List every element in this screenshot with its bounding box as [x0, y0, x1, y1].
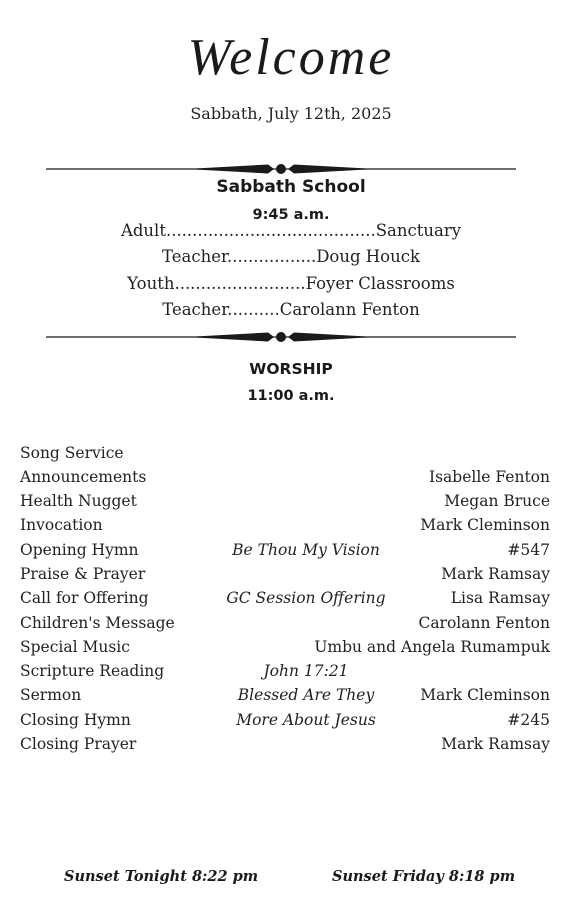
order-item: Praise & Prayer	[20, 565, 146, 583]
order-row	[20, 662, 550, 684]
order-person: Carolann Fenton	[418, 614, 550, 632]
worship-time: 11:00 a.m.	[247, 388, 335, 404]
order-item: Scripture Reading	[20, 662, 165, 680]
order-person: Mark Cleminson	[420, 516, 550, 534]
order-detail: More About Jesus	[236, 711, 376, 729]
order-item: Closing Prayer	[20, 735, 137, 753]
order-item: Special Music	[20, 638, 130, 656]
sabbath-school-heading: Sabbath School	[216, 177, 366, 197]
order-person: Lisa Ramsay	[450, 589, 550, 607]
sunset-tonight: Sunset Tonight 8:22 pm	[64, 868, 259, 885]
order-detail: John 17:21	[263, 662, 349, 680]
order-row	[20, 444, 550, 466]
order-row	[20, 565, 550, 587]
order-row	[20, 711, 550, 733]
order-row	[20, 735, 550, 757]
order-item: Children's Message	[20, 614, 175, 632]
order-item: Closing Hymn	[20, 711, 131, 729]
order-row	[20, 516, 550, 538]
sabbath-school-line-youth-teacher: Teacher..........Carolann Fenton	[162, 300, 420, 319]
sunset-friday: Sunset Friday 8:18 pm	[332, 868, 516, 885]
worship-heading: WORSHIP	[249, 360, 333, 378]
order-item: Sermon	[20, 686, 82, 704]
order-person: #245	[507, 711, 550, 729]
order-row	[20, 492, 550, 514]
order-detail: Be Thou My Vision	[232, 541, 380, 559]
order-row	[20, 638, 550, 660]
service-date: Sabbath, July 12th, 2025	[190, 104, 392, 123]
welcome-title: Welcome	[187, 29, 395, 86]
order-person: Isabelle Fenton	[428, 468, 550, 486]
order-item: Song Service	[20, 444, 124, 462]
order-person: Umbu and Angela Rumampuk	[314, 638, 550, 656]
order-person: #547	[507, 541, 550, 559]
order-person: Megan Bruce	[444, 492, 550, 510]
order-item: Health Nugget	[20, 492, 137, 510]
order-row	[20, 541, 550, 563]
order-row	[20, 589, 550, 611]
sabbath-school-time: 9:45 a.m.	[252, 207, 330, 223]
order-item: Invocation	[20, 516, 103, 534]
order-item: Opening Hymn	[20, 541, 139, 559]
order-person: Mark Ramsay	[441, 735, 550, 753]
order-row	[20, 468, 550, 490]
order-row	[20, 686, 550, 708]
order-item: Announcements	[20, 468, 147, 486]
sabbath-school-line-youth: Youth.........................Foyer Classrooms	[127, 274, 455, 293]
sabbath-school-line-adult-teacher: Teacher.................Doug Houck	[162, 247, 420, 266]
order-person: Mark Cleminson	[420, 686, 550, 704]
order-person: Mark Ramsay	[441, 565, 550, 583]
ornamental-divider-top	[46, 161, 516, 177]
ornamental-divider-bottom	[46, 329, 516, 345]
order-detail: GC Session Offering	[226, 589, 386, 607]
order-item: Call for Offering	[20, 589, 149, 607]
order-row	[20, 614, 550, 636]
sabbath-school-line-adult: Adult........................................Sanctuary	[120, 221, 462, 240]
order-detail: Blessed Are They	[237, 686, 375, 704]
